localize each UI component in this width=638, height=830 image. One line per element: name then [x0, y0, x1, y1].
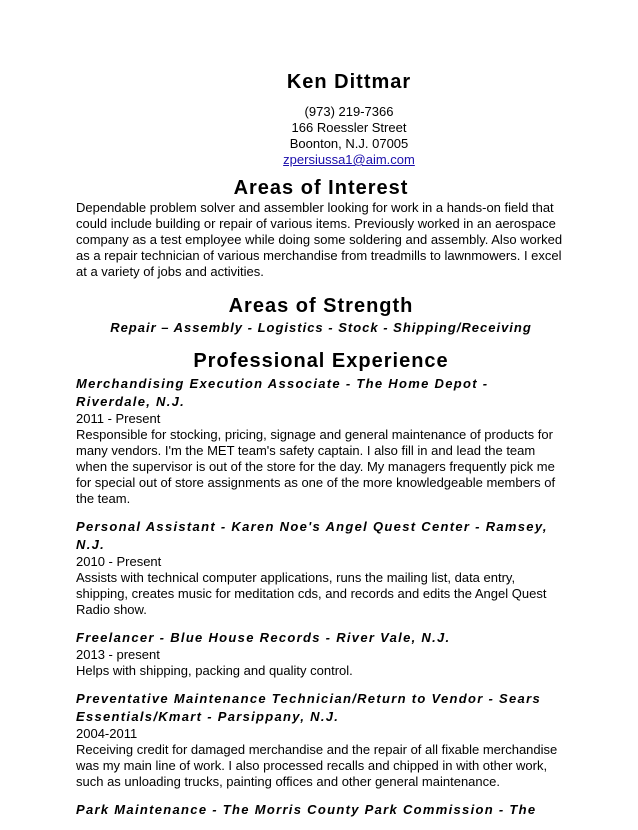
- strength-list: Repair – Assembly - Logistics - Stock - Shipping/Receiving: [110, 320, 532, 335]
- job-title: Merchandising Execution Associate - The Home Depot - Riverdale, N.J.: [76, 376, 489, 409]
- job-entry: [76, 375, 566, 507]
- job-dates: 2011 - Present: [76, 411, 161, 426]
- job-title: Freelancer - Blue House Records - River Vale, N.J.: [76, 630, 451, 645]
- street-address: 166 Roessler Street: [291, 120, 407, 135]
- job-title: Preventative Maintenance Technician/Return to Vendor - Sears Essentials/Kmart - Parsippany, N.J.: [76, 691, 541, 724]
- interest-text: Dependable problem solver and assembler looking for work in a hands-on field that could include building or repair of various items. Previously worked in an aerospace company as a test employee while doing some soldering and assembly. Also worked as a repair technician of various merchandise from treadmills to lawnmowers. I excel at a variety of jobs and activities.: [76, 200, 563, 279]
- contact-block: [132, 104, 566, 168]
- city-state-zip: Boonton, N.J. 07005: [289, 136, 409, 151]
- email-link[interactable]: zpersiussa1@aim.com: [283, 152, 415, 167]
- job-entry: [76, 801, 566, 819]
- applicant-name: Ken Dittmar: [286, 71, 412, 93]
- job-title: Personal Assistant - Karen Noe's Angel Quest Center - Ramsey, N.J.: [76, 519, 548, 552]
- experience-heading: Professional Experience: [193, 350, 449, 372]
- job-dates: 2013 - present: [76, 647, 160, 662]
- job-description: Assists with technical computer applications, runs the mailing list, data entry, shipping, creates music for meditation cds, and records and edits the Angel Quest Radio show.: [76, 570, 547, 617]
- job-description: Responsible for stocking, pricing, signage and general maintenance of products for many vendors. I'm the MET team's safety captain. I also fill in and lead the team when the supervisor is out of the store for the day. My managers frequently pick me for special out of store assignments as one of the more knowledgeable members of the team.: [76, 427, 556, 506]
- interest-heading: Areas of Interest: [233, 177, 409, 199]
- job-description: Helps with shipping, packing and quality control.: [76, 663, 353, 678]
- job-entry: [76, 518, 566, 618]
- job-title: Park Maintenance - The Morris County Park Commission - The: [76, 802, 537, 817]
- phone-number: (973) 219-7366: [304, 104, 394, 119]
- job-entry: [76, 629, 566, 679]
- job-dates: 2004-2011: [76, 726, 138, 741]
- strength-heading: Areas of Strength: [228, 295, 414, 317]
- job-entry: [76, 690, 566, 790]
- job-dates: 2010 - Present: [76, 554, 162, 569]
- job-description: Receiving credit for damaged merchandise and the repair of all fixable merchandise was my main line of work. I also processed recalls and chipped in with other work, such as unloading trucks, painting offices and other general maintenance.: [76, 742, 558, 789]
- resume-page: [76, 70, 566, 830]
